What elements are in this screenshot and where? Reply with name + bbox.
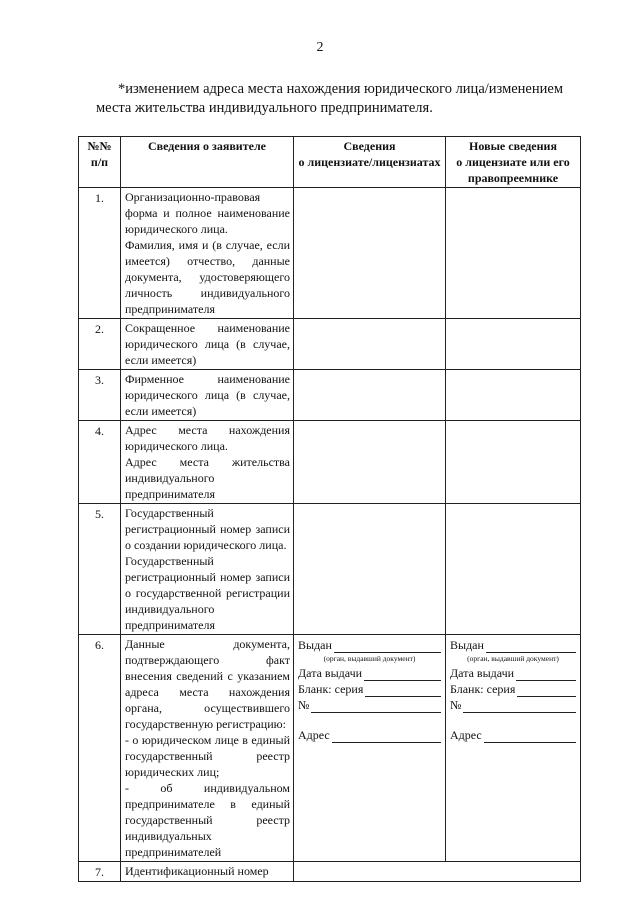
issue-date-label: Дата выдачи <box>298 666 363 680</box>
table-row <box>79 319 581 370</box>
header-new-line-3: правопреемнике <box>467 171 559 185</box>
table-header-row <box>79 137 581 188</box>
header-new-info <box>446 137 581 188</box>
row-number: 1. <box>79 188 121 319</box>
number-line[interactable] <box>311 700 441 713</box>
address-label: Адрес <box>450 728 482 742</box>
document-form <box>446 635 580 745</box>
number-label: № <box>450 698 462 712</box>
issued-line[interactable] <box>334 640 441 653</box>
row-description <box>121 370 294 421</box>
row-text: Государственный регистрационный номер записи о государственной регистрации индивидуального предпринимателя <box>125 554 290 632</box>
blank-series-field[interactable] <box>450 681 576 697</box>
blank-series-line[interactable] <box>517 684 576 697</box>
blank-series-label: Бланк: серия <box>298 682 364 696</box>
new-info-cell[interactable] <box>446 370 581 421</box>
address-field[interactable] <box>450 727 576 743</box>
header-new-line-2: о лицензиате или его <box>456 155 570 169</box>
issue-date-line[interactable] <box>364 668 441 681</box>
row-description <box>121 421 294 504</box>
licensee-cell[interactable] <box>294 421 446 504</box>
header-new-line-1: Новые сведения <box>469 139 557 153</box>
row-number: 4. <box>79 421 121 504</box>
issued-label: Выдан <box>450 638 484 652</box>
row-text: Данные документа, подтверждающего факт внесения сведений с указанием адреса места нахождения органа, осуществившего государственную регистрацию: <box>125 637 290 731</box>
blank-series-line[interactable] <box>365 684 441 697</box>
new-info-cell[interactable] <box>446 319 581 370</box>
row-description <box>121 319 294 370</box>
header-licensee-line-2: о лицензиате/лицензиатах <box>298 155 441 169</box>
table-row <box>79 635 581 862</box>
licensee-cell[interactable] <box>294 319 446 370</box>
header-applicant <box>121 137 294 188</box>
row-text: Адрес места нахождения юридического лица. <box>125 423 290 453</box>
intro-line-2: места жительства индивидуального предпринимателя. <box>96 100 433 116</box>
new-info-cell[interactable] <box>446 504 581 635</box>
licensee-cell[interactable] <box>294 188 446 319</box>
header-number-line-1: №№ <box>87 139 112 153</box>
row-text: Сокращенное наименование юридического лица (в случае, если имеется) <box>125 321 290 367</box>
issue-date-field[interactable] <box>298 665 441 681</box>
licensee-cell <box>294 635 446 862</box>
row-text: Государственный регистрационный номер записи о создании юридического лица. <box>125 506 290 552</box>
header-number-line-2: п/п <box>90 155 109 169</box>
header-number <box>79 137 121 188</box>
header-applicant-label: Сведения о заявителе <box>147 139 267 153</box>
new-info-cell <box>446 635 581 862</box>
row-text: Организационно-правовая форма и полное наименование юридического лица. <box>125 190 290 236</box>
number-field[interactable] <box>298 697 441 713</box>
row-text: Фамилия, имя и (в случае, если имеется) отчество, данные документа, удостоверяющего личность индивидуального предпринимателя <box>125 238 290 316</box>
row-description <box>121 504 294 635</box>
issued-note: (орган, выдавший документ) <box>467 654 559 663</box>
licensee-info-table <box>78 136 581 882</box>
id-number-cell[interactable] <box>294 862 581 882</box>
number-line[interactable] <box>463 700 576 713</box>
address-field[interactable] <box>298 727 441 743</box>
row-number: 3. <box>79 370 121 421</box>
address-label: Адрес <box>298 728 330 742</box>
row-text: Адрес места жительства индивидуального предпринимателя <box>125 455 290 501</box>
new-info-cell[interactable] <box>446 188 581 319</box>
table-row <box>79 421 581 504</box>
document-form <box>294 635 445 745</box>
number-label: № <box>298 698 310 712</box>
table-row <box>79 862 581 882</box>
row-description <box>121 862 294 882</box>
row-text: Идентификационный номер <box>125 864 269 878</box>
issue-date-label: Дата выдачи <box>450 666 515 680</box>
issued-field[interactable] <box>450 637 576 653</box>
table-row <box>79 504 581 635</box>
blank-series-field[interactable] <box>298 681 441 697</box>
issued-note: (орган, выдавший документ) <box>323 654 416 663</box>
row-number: 2. <box>79 319 121 370</box>
issued-line[interactable] <box>486 640 576 653</box>
issued-label: Выдан <box>298 638 332 652</box>
blank-series-label: Бланк: серия <box>450 682 516 696</box>
row-number: 6. <box>79 635 121 862</box>
row-description <box>121 188 294 319</box>
address-line[interactable] <box>332 730 441 743</box>
row-text: Фирменное наименование юридического лица (в случае, если имеется) <box>125 372 290 418</box>
licensee-cell[interactable] <box>294 370 446 421</box>
intro-line-1: *изменением адреса места нахождения юридического лица/изменением <box>118 81 564 97</box>
header-licensee <box>294 137 446 188</box>
address-line[interactable] <box>484 730 576 743</box>
issue-date-line[interactable] <box>516 668 576 681</box>
row-text: - об индивидуальном предпринимателе в единый государственный реестр индивидуальных предпринимателей <box>125 781 290 859</box>
table-row <box>79 188 581 319</box>
new-info-cell[interactable] <box>446 421 581 504</box>
row-number: 7. <box>79 862 121 882</box>
page-number: 2 <box>316 40 324 55</box>
row-text: - о юридическом лице в единый государственный реестр юридических лиц; <box>125 733 290 779</box>
intro-text <box>96 80 580 118</box>
row-number: 5. <box>79 504 121 635</box>
table-row <box>79 370 581 421</box>
header-licensee-line-1: Сведения <box>343 139 396 153</box>
licensee-cell[interactable] <box>294 504 446 635</box>
number-field[interactable] <box>450 697 576 713</box>
issue-date-field[interactable] <box>450 665 576 681</box>
issued-field[interactable] <box>298 637 441 653</box>
row-description <box>121 635 294 862</box>
